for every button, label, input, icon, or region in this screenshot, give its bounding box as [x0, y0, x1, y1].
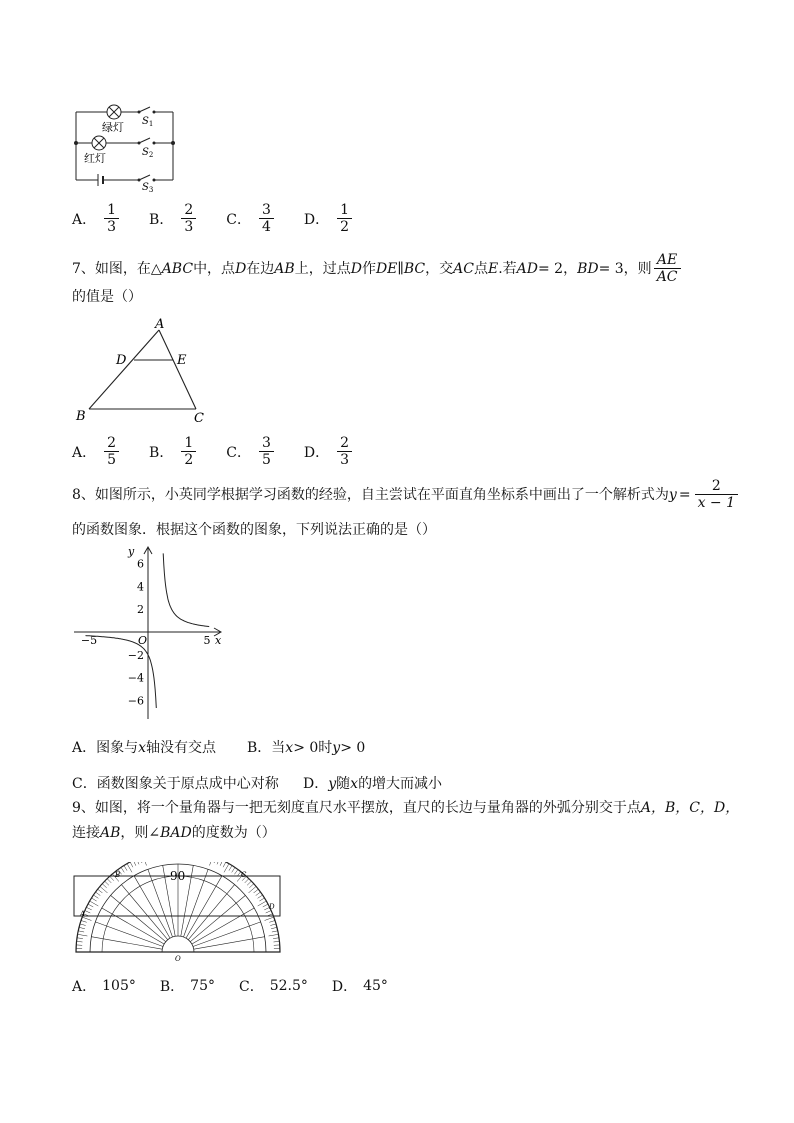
green-lamp-label: 绿灯	[102, 121, 124, 134]
protractor-tick	[263, 904, 268, 907]
protractor-tick	[130, 862, 133, 867]
switch-s3-label: $S_3$	[142, 182, 154, 192]
point-o-label: O	[175, 955, 181, 962]
protractor-tick	[259, 898, 264, 901]
q9-stem-line2: 连接AB，则∠BAD的度数为（）	[72, 825, 276, 841]
battery-icon	[98, 174, 103, 186]
x-axis-label: x	[215, 634, 222, 647]
y-tick-label: −2	[127, 648, 144, 662]
q8-option-d[interactable]: D．y随x的增大而减小	[303, 776, 443, 792]
protractor-tick	[256, 892, 261, 896]
q9-option-b[interactable]: B． 75°	[159, 978, 215, 995]
q8-stem: 8、如图所示，小英同学根据学习函数的经验，自主尝试在平面直角坐标系中画出了一个解析式为 y = $\frac{2}{x - 1}$	[72, 478, 740, 511]
point-b-label: B	[115, 871, 121, 879]
q6-options	[72, 202, 382, 235]
protractor-tick	[102, 884, 107, 888]
protractor-ray	[186, 876, 222, 938]
protractor-tick	[270, 924, 276, 926]
protractor-tick	[105, 881, 109, 885]
protractor-ray	[188, 885, 234, 940]
protractor-tick	[133, 862, 136, 866]
point-d-label: D	[116, 353, 127, 368]
protractor-tick	[93, 895, 98, 898]
q7-option-a[interactable]: A． $\frac{2}{5}$	[72, 435, 121, 468]
origin-label: O	[138, 634, 148, 647]
protractor-tick	[272, 931, 278, 932]
red-lamp-icon	[92, 136, 106, 150]
protractor-tick	[234, 870, 238, 875]
protractor-tick	[265, 917, 274, 920]
protractor-tick	[224, 864, 229, 873]
protractor-tick	[258, 901, 267, 906]
protractor-tick	[107, 879, 111, 883]
protractor-tick	[81, 921, 87, 923]
y-tick-label: −4	[127, 671, 144, 685]
curve-right-branch	[163, 553, 209, 626]
protractor-tick	[223, 862, 226, 867]
protractor-tick	[137, 862, 140, 864]
q9-stem: 9、如图，将一个量角器与一把无刻度直尺水平摆放，直尺的长边与量角器的外弧分别交于点A，B，C，D，	[72, 800, 740, 816]
vertex-a-label: A	[155, 317, 165, 332]
point-c-label: C	[241, 871, 247, 879]
protractor-tick	[271, 927, 277, 929]
y-tick-label: 6	[137, 557, 144, 571]
protractor-figure	[70, 862, 285, 962]
protractor-tick	[249, 884, 254, 888]
protractor-tick	[143, 862, 146, 866]
q6-option-c[interactable]: C． $\frac{3}{4}$	[226, 202, 276, 235]
protractor-tick	[121, 867, 124, 872]
y-tick-label: −6	[127, 694, 144, 708]
protractor-tick	[86, 907, 91, 910]
protractor-ray	[192, 908, 254, 944]
q9-options	[72, 976, 416, 996]
q6-option-b[interactable]: B． $\frac{2}{3}$	[149, 202, 198, 235]
protractor-tick	[88, 904, 93, 907]
protractor-tick	[232, 867, 235, 872]
protractor-tick	[96, 892, 101, 896]
x-tick-label: 5	[203, 634, 211, 647]
q8-option-a[interactable]: A．图象与x轴没有交点	[72, 740, 217, 756]
protractor-tick	[98, 889, 103, 893]
protractor-tick	[110, 876, 114, 881]
vertex-c-label: C	[194, 411, 204, 426]
y-tick-label: 4	[137, 580, 144, 594]
circuit-diagram	[70, 96, 185, 192]
protractor-ray	[190, 895, 245, 941]
switch-s1-label: $S_1$	[142, 116, 154, 128]
q9-option-a[interactable]: A． 105°	[72, 978, 136, 995]
protractor-tick	[78, 934, 88, 936]
q7-option-d[interactable]: D． $\frac{2}{3}$	[304, 435, 354, 468]
protractor-tick	[77, 938, 83, 939]
protractor-ray	[95, 922, 163, 947]
protractor-ray	[148, 869, 173, 937]
protractor-tick	[127, 864, 132, 873]
q7-options	[72, 435, 382, 468]
switch-s2-label: $S_2$	[142, 147, 154, 159]
protractor-ray	[184, 869, 209, 937]
ninety-degree-label: 90	[170, 869, 186, 883]
protractor-tick	[254, 889, 259, 893]
protractor-tick	[269, 921, 275, 923]
q7-stem-line2: 的值是（）	[72, 289, 142, 305]
protractor-tick	[214, 862, 216, 863]
y-tick-label: 2	[137, 603, 144, 617]
q6-option-a[interactable]: A． $\frac{1}{3}$	[72, 202, 121, 235]
point-e-label: E	[177, 353, 187, 368]
q7-stem: 7、如图，在△ ABC 中，点 D 在边 AB 上，过点 D 作 DE ∥ BC ，交 AC 点 E .若 AD = 2， BD = 3，则 $\frac{AE}{AC}$	[72, 252, 683, 285]
protractor-tick	[90, 901, 99, 906]
q8-function: $\frac{2}{x - 1}$	[695, 478, 738, 511]
q9-option-c[interactable]: C． 52.5°	[238, 978, 308, 995]
protractor-tick	[124, 866, 127, 871]
x-tick-label: −5	[80, 634, 98, 647]
q8-stem-line2: 的函数图象．根据这个函数的图象，下列说法正确的是（）	[72, 522, 436, 538]
protractor-tick	[78, 931, 84, 932]
protractor-tick	[274, 941, 280, 942]
protractor-tick	[273, 938, 279, 939]
protractor-tick	[220, 862, 223, 866]
protractor-tick	[258, 895, 263, 898]
protractor-tick	[210, 862, 213, 866]
q8-option-c[interactable]: C．函数图象关于原点成中心对称	[72, 776, 279, 792]
protractor-tick	[247, 881, 251, 885]
q7-ratio: $\frac{AE}{AC}$	[654, 252, 681, 285]
vertex-b-label: B	[76, 409, 86, 424]
protractor-tick	[79, 927, 85, 929]
protractor-tick	[140, 862, 142, 863]
protractor-tick	[217, 862, 220, 864]
green-lamp-icon	[107, 105, 121, 119]
function-graph	[70, 543, 230, 723]
q8-option-b[interactable]: B．当x> 0时y> 0	[247, 740, 366, 756]
q7-option-c[interactable]: C． $\frac{3}{5}$	[226, 435, 276, 468]
protractor-ray	[193, 922, 261, 947]
protractor-tick	[245, 879, 249, 883]
q6-option-d[interactable]: D． $\frac{1}{2}$	[304, 202, 354, 235]
red-lamp-label: 红灯	[84, 152, 106, 165]
protractor-tick	[80, 924, 86, 926]
q7-option-b[interactable]: B． $\frac{1}{2}$	[149, 435, 198, 468]
point-d-label: D	[269, 903, 275, 911]
protractor-ray	[121, 885, 167, 940]
point-a-label: A	[80, 910, 86, 918]
protractor-ray	[102, 908, 164, 944]
protractor-ray	[134, 876, 170, 938]
protractor-tick	[229, 866, 232, 871]
protractor-tick	[85, 911, 91, 914]
q9-option-d[interactable]: D． 45°	[331, 978, 388, 995]
protractor-tick	[269, 934, 279, 936]
triangle-figure	[70, 316, 220, 428]
protractor-tick	[77, 941, 83, 942]
protractor-tick	[92, 898, 97, 901]
protractor-ray	[111, 895, 166, 941]
y-axis-label: y	[128, 545, 135, 558]
